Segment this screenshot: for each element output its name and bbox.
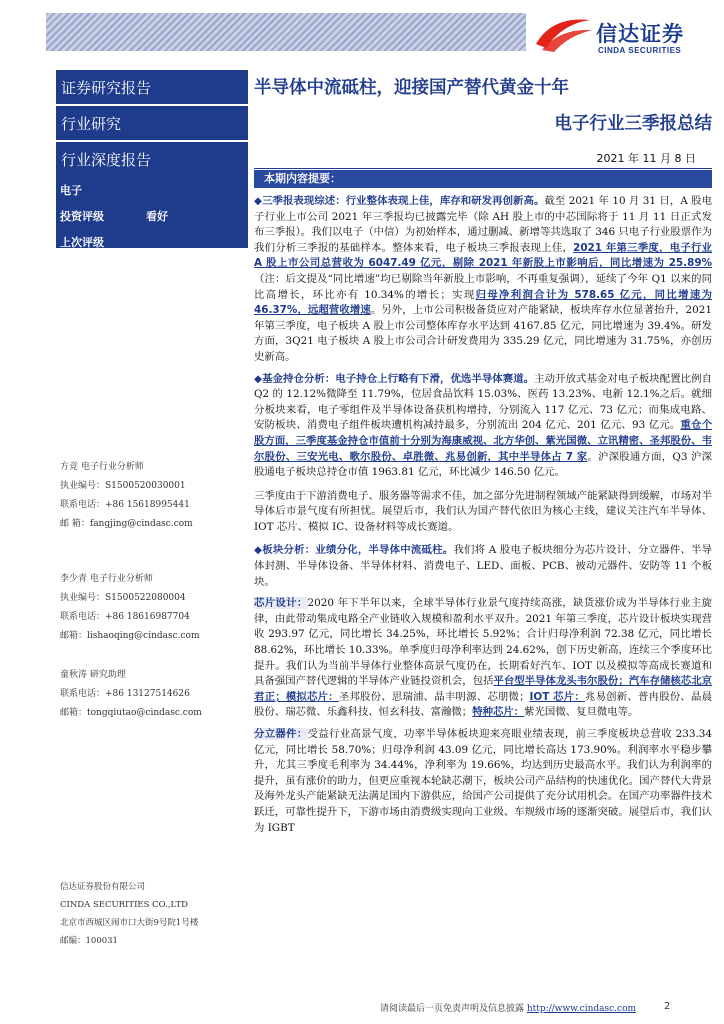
- para-sector-heading: 板块分析：业绩分化，半导体中流砥柱。: [262, 544, 454, 557]
- footer-link[interactable]: http://www.cindasc.com: [526, 1004, 637, 1014]
- summary-body: [254, 194, 712, 842]
- summary-header: 本期内容提要：: [254, 170, 712, 188]
- analyst-2-email[interactable]: 邮箱：lishaoqing@cindasc.com: [60, 631, 200, 641]
- rating-value: 看好: [146, 210, 168, 223]
- bullet-diamond-icon: ◆: [254, 544, 263, 557]
- report-type: 证券研究报告: [56, 70, 248, 104]
- para-fund-holdings: [254, 372, 712, 481]
- logo-en-text: CINDA SECURITIES: [598, 46, 682, 55]
- para-q3-text-1: 截至 2021 年 10 月 31 日，A 股电子行业上市公司 2021 年三季报均已披露完毕（除 AH 股上市的中芯国际将于 11 月 11 日正式发布三季报）。我们以电子（中信）为初始样本，通过删减、新增等共选取了 346 只电子行业股票作为我们分析三季报的基础样本。整体来看，电子板块三季报表现上佳，: [254, 195, 712, 254]
- report-title: 半导体中流砥柱，迎接国产替代黄金十年: [254, 78, 569, 98]
- para-fund-heading: 基金持仓分析：电子持仓上行略有下滑，优选半导体赛道。: [262, 372, 535, 385]
- para-sector-text: 我们将 A 股电子板块细分为芯片设计、分立器件、半导体封测、半导体设备、半导体材料、消费电子、LED、面板、PCB、被动元器件、安防等 11 个板块。: [254, 544, 713, 588]
- analyst-3: [60, 666, 202, 723]
- analyst-1-title: 方竞 电子行业分析师: [60, 462, 144, 472]
- para-outlook: 三季度由于下游消费电子、服务器等需求不佳，加之部分先进制程领域产能紧缺得到缓解，市场对半导体后市景气度有所担忧。展望后市，我们认为国产替代依旧为核心主线，建议关注汽车半导体、IOT 芯片、模拟 IC、设备材料等成长赛道。: [254, 489, 712, 533]
- analyst-2-id: 执业编号：S1500522080004: [60, 593, 186, 603]
- report-category: 行业研究: [56, 106, 248, 140]
- chip-design-text-4: 紫光国微、复旦微电等。: [524, 706, 639, 719]
- bullet-diamond-icon: ◆: [254, 195, 263, 207]
- analyst-3-email[interactable]: 邮箱：tongqiutao@cindasc.com: [60, 708, 202, 718]
- analyst-1-email[interactable]: 邮 箱：fangjing@cindasc.com: [60, 519, 193, 529]
- company-address: 北京市西城区闹市口大街9号院1号楼: [60, 918, 199, 928]
- rating-label: 投资评级: [60, 210, 104, 223]
- para-q3-overview: [254, 194, 712, 366]
- chip-design-text-3: 兆易创新、普冉股份、晶晨股份、瑞芯微、乐鑫科技、恒玄科技、富瀚微；: [254, 690, 713, 719]
- chip-design-label: 芯片设计：: [254, 597, 308, 610]
- footer-disclaimer: [380, 1001, 636, 1014]
- logo-cn-text: 信达证券: [596, 22, 684, 46]
- analyst-1: [60, 458, 193, 534]
- analyst-2-title: 李少青 电子行业分析师: [60, 574, 153, 584]
- report-subtitle: 电子行业三季报总结: [554, 114, 712, 134]
- para-fund-highlight: 重仓个股方面，三季度基金持仓市值前十分别为海康威视、北方华创、紫光国微、立讯精密、圣邦股份、韦尔股份、三安光电、歌尔股份、卓胜微、兆易创新，其中半导体占 7 家: [254, 419, 712, 463]
- para-fund-text-2: 。沪深股通方面，Q3 沪深股通电子板块总持仓市值 1963.81 亿元，环比减少 146.50 亿元。: [254, 450, 712, 479]
- footer-text: 请阅读最后一页免责声明及信息披露: [380, 1004, 527, 1014]
- analyst-2: [60, 570, 200, 646]
- discrete-label: 分立器件：: [254, 728, 308, 740]
- prev-rating-label: 上次评级: [60, 236, 104, 249]
- bullet-diamond-icon: ◆: [254, 372, 263, 385]
- analyst-3-title: 童秋涛 研究助理: [60, 670, 126, 680]
- para-fund-text-1: 主动开放式基金对电子板块配置比例自 Q2 的 12.12%微降至 11.79%，位居食品饮料 15.03%、医药 13.23%、电新 12.1%之后。就细分板块来看，电子零组件及半导体设备获机构增持，分别流入 117 亿元、73 亿元；而集成电路、安防板块、消费电子组件板块遭机构减持最多，分别流出 204 亿元、201 亿元、93 亿元。: [254, 372, 713, 432]
- chip-design-highlight-1: 平台型半导体龙头韦尔股份；汽车存储核芯北京君正；模拟芯片：: [254, 675, 713, 703]
- sidebar: [56, 70, 248, 1000]
- company-postcode: 邮编：100031: [60, 936, 118, 946]
- para-sector-analysis: [254, 543, 712, 590]
- para-q3-text-2: （注：后文提及“同比增速”均已剔除当年新股上市影响，不再重复强调），延续了今年 Q1 以来的同比高增长，环比亦有 10.34%的增长；实现: [254, 272, 712, 301]
- para-discrete-devices: [254, 727, 712, 836]
- cinda-logo: [532, 14, 712, 60]
- chip-design-text-1: 2020 年下半年以来，全球半导体行业景气度持续高涨，缺货涨价成为半导体行业主旋律，由此带动集成电路全产业链收入规模和盈利水平双升。2021 年第三季度，芯片设计板块实现营收 293.97 亿元，同比增长 34.25%，环比增长 5.92%；合计归母净利润 72.38 亿元，同比增长 88.62%，环比增长 10.33%。单季度归母净利率达到 24.62%，创下历史新高，连续三个季度环比提升。我们认为当前半导体行业整体高景气度仍在，长期看好汽车、IOT 以及模拟等高成长赛道和具备强国产替代逻辑的半导体产业链投资机会，包括: [254, 597, 712, 688]
- company-info: [60, 878, 198, 950]
- analyst-2-phone: 联系电话：+86 18616987704: [60, 612, 190, 622]
- para-chip-design: [254, 596, 712, 721]
- report-date: 2021 年 11 月 8 日: [596, 152, 696, 165]
- company-cn: 信达证券股份有限公司: [60, 882, 146, 892]
- report-depth: 行业深度报告: [56, 142, 248, 176]
- para-q3-text-3: 。另外，上市公司积极备货应对产能紧缺，板块库存水位显著抬升，2021 年第三季度，电子板块 A 股上市公司整体库存水平达到 4167.85 亿元，同比增速为 39.4%。研发方面，3Q21 电子板块 A 股上市公司合计研发费用为 335.29 亿元，同比增速为 31.75%，亦创历史新高。: [254, 304, 712, 363]
- chip-design-highlight-special: 特种芯片：: [472, 706, 525, 719]
- title-divider: [254, 168, 712, 169]
- cinda-logo-icon: [532, 14, 594, 54]
- rating-panel: [56, 176, 248, 248]
- analyst-1-phone: 联系电话：+86 15618995441: [60, 500, 190, 510]
- chip-design-text-2: 圣邦股份、思瑞浦、晶丰明源、芯朋微；: [338, 690, 530, 703]
- para-q3-heading: 三季报表现综述：行业整体表现上佳，库存和研发再创新高。: [262, 195, 545, 207]
- analyst-1-id: 执业编号：S1500520030001: [60, 481, 186, 491]
- page-number: 2: [664, 1001, 671, 1012]
- company-en: CINDA SECURITIES CO.,LTD: [60, 900, 188, 910]
- chip-design-highlight-iot: IOT 芯片：: [529, 690, 585, 703]
- header-decor-band: [46, 13, 526, 51]
- discrete-text: 受益行业高景气度，功率半导体板块迎来亮眼业绩表现，前三季度板块总营收 233.34 亿元，同比增长 58.70%；归母净利润 43.09 亿元，同比增长高达 173.90%。利润率水平稳步攀升，尤其三季度毛利率为 34.44%，净利率为 19.66%，均达到历史最高水平。我们认为利润率的提升，虽有涨价的助力，但更应重视本轮缺芯潮下，板块公司产品结构的快速优化。国产替代大背景及海外龙头产能紧缺无法满足国内下游供应，给国产公司提供了充分试用机会。在国产功率器件技术跃迁，可靠性提升下，下游市场由消费级实现向工业级、车规级市场的逐渐突破。展望后市，我们认为 IGBT: [254, 728, 712, 834]
- analyst-3-phone: 联系电话：+86 13127514626: [60, 689, 190, 699]
- para-q3-highlight-profit: 归母净利润合计为 578.65 亿元，同比增速为 46.37%，远超营收增速: [254, 288, 712, 317]
- sector-label: 电子: [60, 184, 82, 197]
- para-q3-highlight-revenue: 2021 年第三季度，电子行业 A 股上市公司总营收为 6047.49 亿元，剔除 2021 年新股上市影响后，同比增速为 25.89%: [254, 241, 712, 270]
